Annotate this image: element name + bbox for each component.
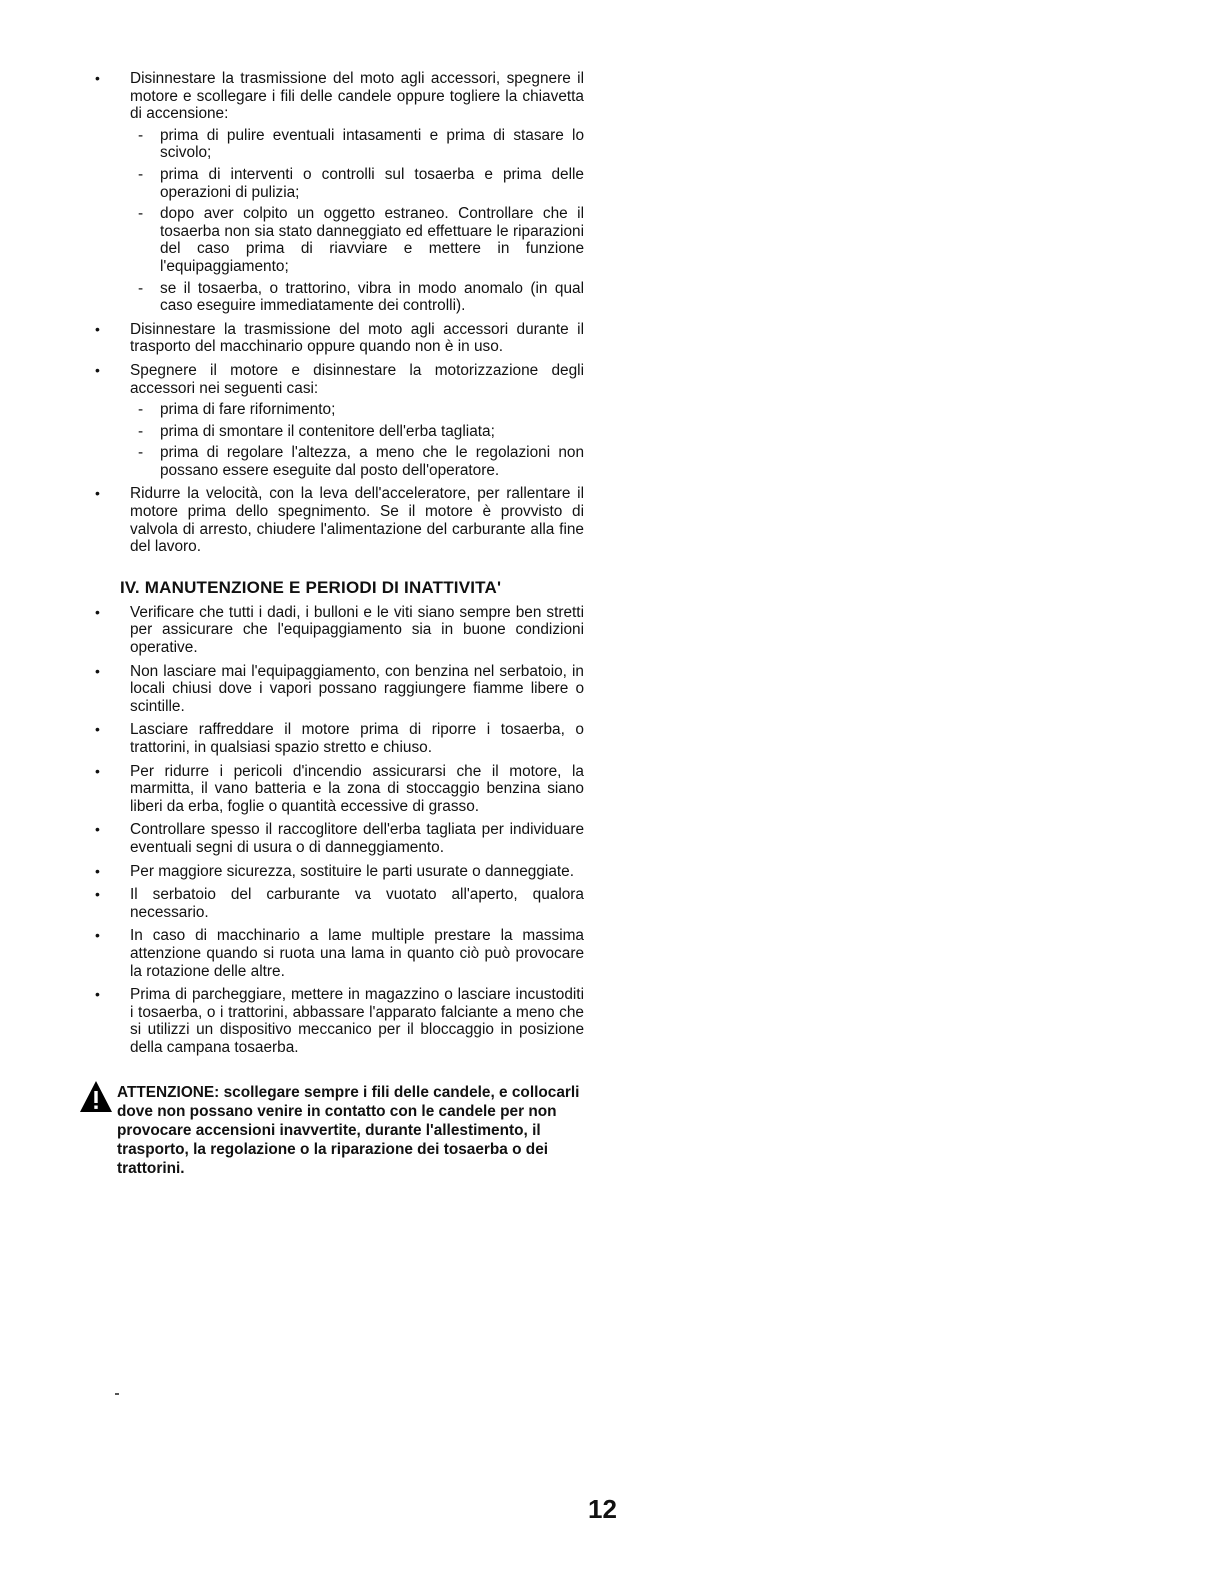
list-item-text: Spegnere il motore e disinnestare la motorizzazione degli accessori nei seguenti casi: [130,361,584,397]
sub-list-item-text: prima di pulire eventuali intasamenti e prima di stasare lo scivolo; [160,126,584,162]
bullet-icon: • [95,721,100,738]
sub-list-item [130,166,584,201]
warning-triangle-icon [78,1079,114,1115]
dash-icon: - [138,422,144,440]
list-item-text: Non lasciare mai l'equipaggiamento, con benzina nel serbatoio, in locali chiusi dove i vapori possano raggiungere fiamme libere o scintille. [130,662,584,715]
sub-list-item [130,127,584,162]
page-number: 12 [588,1494,617,1524]
list-item [92,663,584,716]
sub-list-item [130,280,584,315]
sub-list-item [130,444,584,479]
bullet-icon: • [95,886,100,903]
sub-list-item [130,401,584,419]
list-item [92,886,584,921]
list-item [92,927,584,980]
list-item [92,986,584,1056]
section-heading: IV. MANUTENZIONE E PERIODI DI INATTIVITA' [120,577,502,597]
bullet-icon: • [95,485,100,502]
list-item-text: Ridurre la velocità, con la leva dell'acceleratore, per rallentare il motore prima dello spegnimento. Se il motore è provvisto di valvola di arresto, chiudere l'alimentazione del carburante alla fine del lavoro. [130,485,584,556]
list-item [92,863,584,881]
list-item-text: Disinnestare la trasmissione del moto agli accessori durante il trasporto del macchinario oppure quando non è in uso. [130,320,584,356]
list-item [92,485,584,555]
text-column [92,70,584,1178]
bullet-icon: • [95,361,100,378]
list-item [92,321,584,356]
list-item-text: Prima di parcheggiare, mettere in magazzino o lasciare incustoditi i tosaerba, o i trattorini, abbassare l'apparato falciante a meno che si utilizzi un dispositivo meccanico per il bloccaggio in posizione della campana tosaerba. [130,986,584,1056]
dash-icon: - [138,279,144,297]
list-item [92,763,584,816]
list-item [92,604,584,657]
warning-notice [117,1083,584,1178]
dash-icon: - [138,444,144,462]
list-item-text: Per ridurre i pericoli d'incendio assicurarsi che il motore, la marmitta, il vano batteria e la zona di stoccaggio benzina siano liberi da erba, foglie o quantità eccessive di grasso. [130,762,584,815]
list-item [92,70,584,123]
dash-icon: - [138,401,144,419]
bullet-icon: • [95,927,100,944]
bullet-icon: • [95,986,100,1003]
list-item [92,721,584,756]
bullet-icon: • [95,320,100,337]
list-item [92,821,584,856]
list-item [92,362,584,397]
list-item-text: Disinnestare la trasmissione del moto agli accessori, spegnere il motore e scollegare i fili delle candele oppure togliere la chiavetta di accensione: [130,70,584,123]
bullet-icon: • [95,821,100,838]
sub-list-item [130,205,584,275]
list-item-text: Per maggiore sicurezza, sostituire le parti usurate o danneggiate. [130,862,575,880]
sub-list-item-text: prima di smontare il contenitore dell'erba tagliata; [160,422,495,440]
sub-list-item [130,423,584,441]
dash-icon: - [138,126,144,144]
dash-icon: - [138,165,144,183]
list-item-text: Verificare che tutti i dadi, i bulloni e le viti siano sempre ben stretti per assicurare che l'equipaggiamento sia in buone condizioni operative. [130,603,584,657]
list-item-text: Controllare spesso il raccoglitore dell'erba tagliata per individuare eventuali segni di usura o di danneggiamento. [130,821,584,856]
stray-mark [115,1393,119,1395]
dash-icon: - [138,205,144,223]
list-item-text: Lasciare raffreddare il motore prima di riporre i tosaerba, o trattorini, in qualsiasi spazio stretto e chiuso. [130,721,584,756]
sub-list-item-text: prima di interventi o controlli sul tosaerba e prima delle operazioni di pulizia; [160,165,584,201]
sub-list-item-text: se il tosaerba, o trattorino, vibra in modo anomalo (in qual caso eseguire immediatamente dei controlli). [160,279,584,315]
bullet-icon: • [95,603,100,620]
bullet-icon: • [95,70,100,86]
bullet-icon: • [95,862,100,879]
sub-list-item-text: prima di regolare l'altezza, a meno che le regolazioni non possano essere eseguite dal posto dell'operatore. [160,444,584,479]
list-item-text: In caso di macchinario a lame multiple prestare la massima attenzione quando si ruota una lama in quanto ciò può provocare la rotazione delle altre. [130,927,584,980]
warning-text: ATTENZIONE: scollegare sempre i fili delle candele, e collocarli dove non possano venire in contatto con le candele per non provocare accensioni inavvertite, durante l'allestimento, il trasporto, la regolazione o la riparazione dei tosaerba o dei trattorini. [117,1083,580,1177]
list-item-text: Il serbatoio del carburante va vuotato all'aperto, qualora necessario. [130,886,584,921]
bullet-icon: • [95,662,100,679]
sub-list-item-text: dopo aver colpito un oggetto estraneo. Controllare che il tosaerba non sia stato danneggiato ed effettuare le riparazioni del caso prima di riavviare e mettere in funzione l'equipaggiamento; [160,205,584,275]
sub-list-item-text: prima di fare rifornimento; [160,401,336,419]
bullet-icon: • [95,762,100,779]
